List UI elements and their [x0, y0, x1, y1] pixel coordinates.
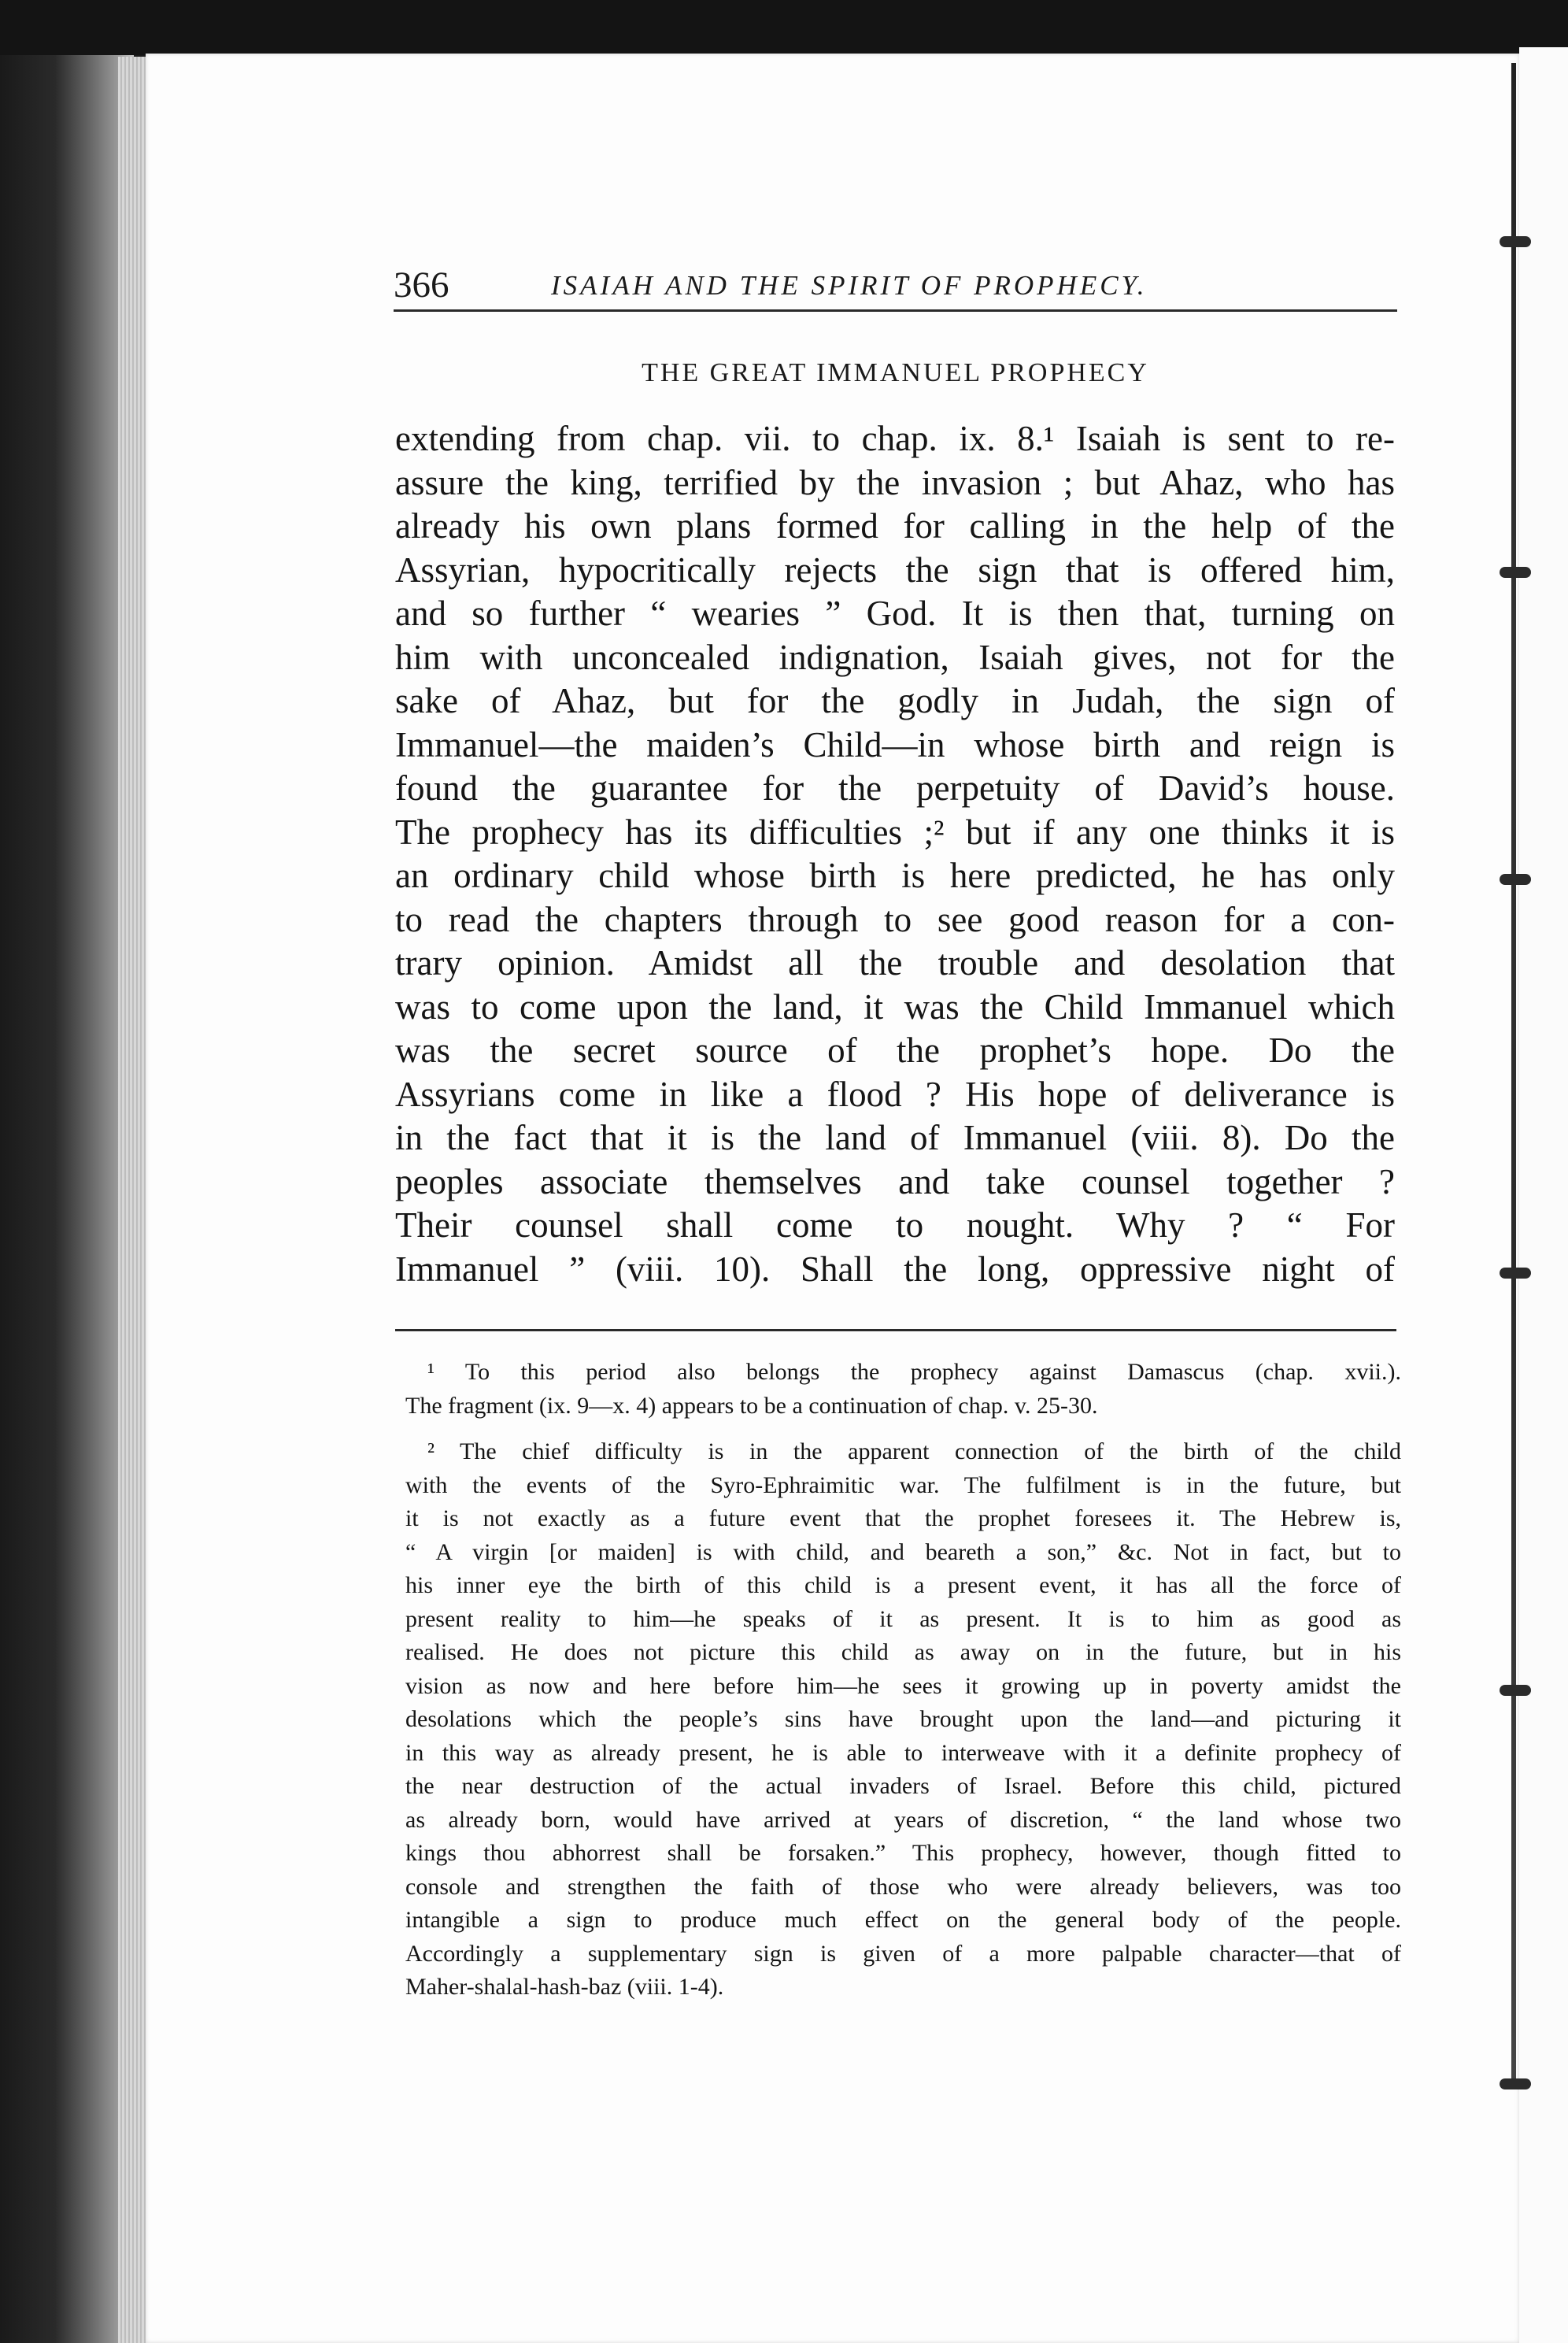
body-line: was to come upon the land, it was the Child Immanuel which [395, 986, 1395, 1027]
page-edges [118, 57, 150, 2343]
footnote-1-line: ¹ To this period also belongs the prophecy against Damascus (chap. xvii.). [427, 1359, 1401, 1385]
body-line: Immanuel ” (viii. 10). Shall the long, oppressive night of [395, 1249, 1395, 1289]
body-line: peoples associate themselves and take counsel together ? [395, 1161, 1395, 1201]
footnote-2-line: it is not exactly as a future event that the prophet foresees it. The Hebrew is, [405, 1505, 1401, 1531]
footnote-2-line: present reality to him—he speaks of it as present. It is to him as good as [405, 1605, 1401, 1632]
body-line: The prophecy has its difficulties ;² but if any one thinks it is [395, 812, 1395, 852]
body-line: to read the chapters through to see good reason for a con- [395, 899, 1395, 939]
body-line: sake of Ahaz, but for the godly in Judah, the sign of [395, 681, 1395, 720]
body-line: Assyrian, hypocritically rejects the sign that is offered him, [395, 550, 1395, 590]
footnote-2-line: in this way as already present, he is able to interweave with it a definite prophecy of [405, 1739, 1401, 1766]
footnote-2-line: Accordingly a supplementary sign is given of a more palpable character—that of [405, 1940, 1401, 1967]
binding-stitch [1500, 874, 1531, 885]
footnote-2-line: the near destruction of the actual invaders of Israel. Before this child, pictured [405, 1773, 1401, 1799]
footnote-2-line: realised. He does not picture this child as away on in the future, but in his [405, 1639, 1401, 1665]
footnote-1-line: The fragment (ix. 9—x. 4) appears to be a continuation of chap. v. 25-30. [405, 1392, 1098, 1419]
footnote-rule [395, 1329, 1396, 1331]
body-line: and so further “ wearies ” God. It is then that, turning on [395, 594, 1395, 633]
body-line: him with unconcealed indignation, Isaiah gives, not for the [395, 637, 1395, 677]
scan-top-border [0, 0, 1568, 55]
binding-stitch [1500, 2078, 1531, 2089]
binding-stitch [1500, 236, 1531, 247]
footnote-2-line: desolations which the people’s sins have brought upon the land—and picturing it [405, 1706, 1401, 1732]
binding-stitch [1500, 1685, 1531, 1696]
body-line: already his own plans formed for calling in the help of the [395, 506, 1395, 546]
body-text [395, 417, 1395, 1291]
body-line: an ordinary child whose birth is here predicted, he has only [395, 856, 1395, 895]
binding-margin [1519, 47, 1568, 2343]
footnote-2-line: with the events of the Syro-Ephraimitic war. The fulfilment is in the future, but [405, 1471, 1401, 1498]
footnote-2-line: as already born, would have arrived at years of discretion, “ the land whose two [405, 1806, 1401, 1833]
body-line: Assyrians come in like a flood ? His hope of deliverance is [395, 1074, 1395, 1114]
binding-thread [1511, 63, 1516, 2078]
footnote-2-line: Maher-shalal-hash-baz (viii. 1-4). [405, 1974, 724, 2000]
footnote-gap [405, 1423, 1401, 1435]
binding-stitch [1500, 567, 1531, 578]
scan-left-border [0, 55, 134, 2343]
page-number: 366 [394, 265, 449, 305]
body-line: in the fact that it is the land of Immanuel (viii. 8). Do the [395, 1118, 1395, 1157]
running-title: ISAIAH AND THE SPIRIT OF PROPHECY. [551, 270, 1148, 301]
body-line: was the secret source of the prophet’s hope. Do the [395, 1031, 1395, 1070]
header-rule [394, 309, 1397, 312]
body-line: Immanuel—the maiden’s Child—in whose birth and reign is [395, 724, 1395, 764]
footnote-2-line: ² The chief difficulty is in the apparent connection of the birth of the child [427, 1438, 1401, 1464]
footnote-2-line: kings thou abhorrest shall be forsaken.” This prophecy, however, though fitted to [405, 1840, 1401, 1866]
body-line: found the guarantee for the perpetuity of David’s house. [395, 768, 1395, 808]
body-line: Their counsel shall come to nought. Why ? “ For [395, 1205, 1395, 1245]
footnotes [405, 1356, 1401, 2004]
footnote-2-line: console and strengthen the faith of those who were already believers, was too [405, 1873, 1401, 1900]
body-line: assure the king, terrified by the invasion ; but Ahaz, who has [395, 462, 1395, 502]
footnote-2-line: his inner eye the birth of this child is a present event, it has all the force of [405, 1572, 1401, 1598]
footnote-2-line: intangible a sign to produce much effect on the general body of the people. [405, 1907, 1401, 1933]
body-line: extending from chap. vii. to chap. ix. 8.¹ Isaiah is sent to re- [395, 419, 1395, 458]
running-head [394, 264, 1401, 311]
section-heading: THE GREAT IMMANUEL PROPHECY [642, 358, 1149, 387]
body-line: trary opinion. Amidst all the trouble and desolation that [395, 943, 1395, 983]
binding-stitch [1500, 1268, 1531, 1279]
footnote-2-line: “ A virgin [or maiden] is with child, and beareth a son,” &c. Not in fact, but to [405, 1538, 1401, 1565]
footnote-2-line: vision as now and here before him—he sees it growing up in poverty amidst the [405, 1672, 1401, 1699]
